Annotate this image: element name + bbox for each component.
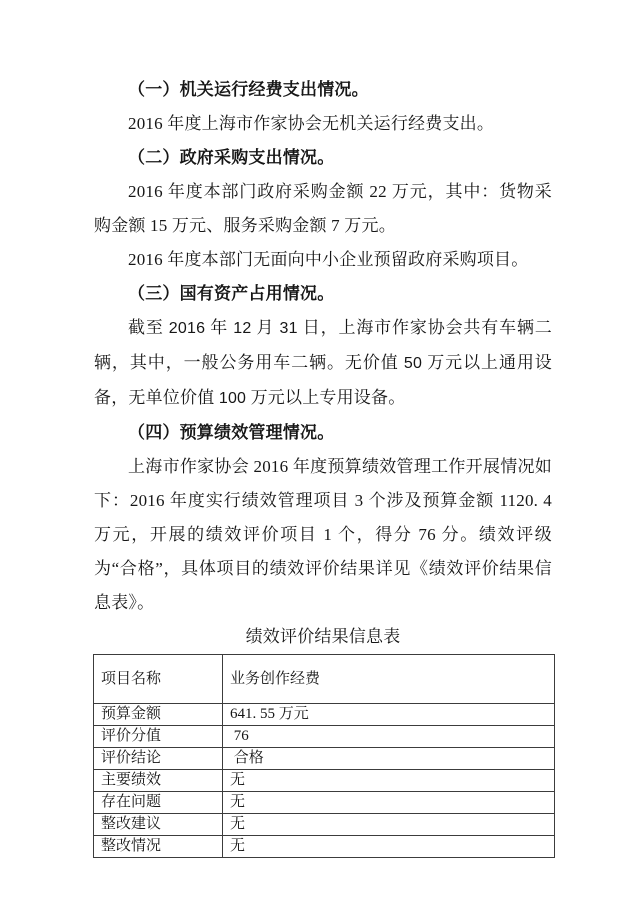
row-value-cell: 641. 55 万元 xyxy=(223,704,555,726)
row-label-cell: 整改情况 xyxy=(94,836,223,858)
section-heading-2 xyxy=(94,141,552,175)
text-run: 2016 年度本部门无面向中小企业预留政府采购项目。 xyxy=(128,250,529,269)
section-4-paragraph xyxy=(94,450,552,620)
text-run: （三）国有资产占用情况。 xyxy=(128,284,335,303)
section-1-paragraph xyxy=(94,107,552,141)
text-run: 月 xyxy=(251,318,280,337)
text-run: 2016 xyxy=(168,320,206,337)
row-value-cell: 76 xyxy=(223,726,555,748)
section-heading-3 xyxy=(94,277,552,311)
text-run: 日，上海市作家协会共有车辆二辆，其中，一般公务用车二辆。无价值 xyxy=(94,318,552,372)
table-row xyxy=(94,770,555,792)
text-run: 万元以上专用设备。 xyxy=(246,388,406,407)
table-title: 绩效评价结果信息表 xyxy=(245,627,401,646)
text-run: 31 xyxy=(279,320,298,337)
section-3-paragraph xyxy=(94,311,552,416)
table-row xyxy=(94,748,555,770)
section-2-paragraph-2 xyxy=(94,243,552,277)
table-row xyxy=(94,726,555,748)
row-value-cell: 合格 xyxy=(223,748,555,770)
section-heading-4 xyxy=(94,416,552,450)
row-label-cell: 存在问题 xyxy=(94,792,223,814)
row-value-cell: 业务创作经费 xyxy=(223,655,555,704)
row-label-cell: 评价分值 xyxy=(94,726,223,748)
text-run: 12 xyxy=(233,320,252,337)
table-row xyxy=(94,836,555,858)
row-value-cell: 无 xyxy=(223,770,555,792)
row-value-cell: 无 xyxy=(223,836,555,858)
table-row xyxy=(94,704,555,726)
row-label-cell: 项目名称 xyxy=(94,655,223,704)
row-value-cell: 无 xyxy=(223,814,555,836)
text-run: （二）政府采购支出情况。 xyxy=(128,148,335,167)
text-run: 万元以上通用设备，无单位价值 xyxy=(94,353,552,407)
section-2-paragraph-1 xyxy=(94,175,552,243)
text-run: 上海市作家协会 2016 年度预算绩效管理工作开展情况如下：2016 年度实行绩效管理项目 3 个涉及预算金额 1120. 4 万元，开展的绩效评价项目 1 个，得分 76 分。绩效评级为“合格”，具体项目的绩效评价结果详见《绩效评价结果信息表》。 xyxy=(94,457,552,612)
performance-evaluation-table xyxy=(93,654,555,858)
row-value-cell: 无 xyxy=(223,792,555,814)
text-run: 100 xyxy=(218,390,247,407)
text-run: 50 xyxy=(403,355,423,372)
row-label-cell: 评价结论 xyxy=(94,748,223,770)
table-row xyxy=(94,814,555,836)
text-run: 2016 年度本部门政府采购金额 22 万元，其中：货物采购金额 15 万元、服务采购金额 7 万元。 xyxy=(94,182,552,235)
section-heading-1 xyxy=(94,73,552,107)
text-run: 2016 年度上海市作家协会无机关运行经费支出。 xyxy=(128,114,495,133)
text-run: 年 xyxy=(205,318,234,337)
text-run: （一）机关运行经费支出情况。 xyxy=(128,80,369,99)
row-label-cell: 主要绩效 xyxy=(94,770,223,792)
text-run: 截至 xyxy=(128,318,169,337)
document-body xyxy=(94,73,552,858)
table-row xyxy=(94,792,555,814)
text-run: （四）预算绩效管理情况。 xyxy=(128,423,335,442)
row-label-cell: 整改建议 xyxy=(94,814,223,836)
row-label-cell: 预算金额 xyxy=(94,704,223,726)
table-row xyxy=(94,655,555,704)
